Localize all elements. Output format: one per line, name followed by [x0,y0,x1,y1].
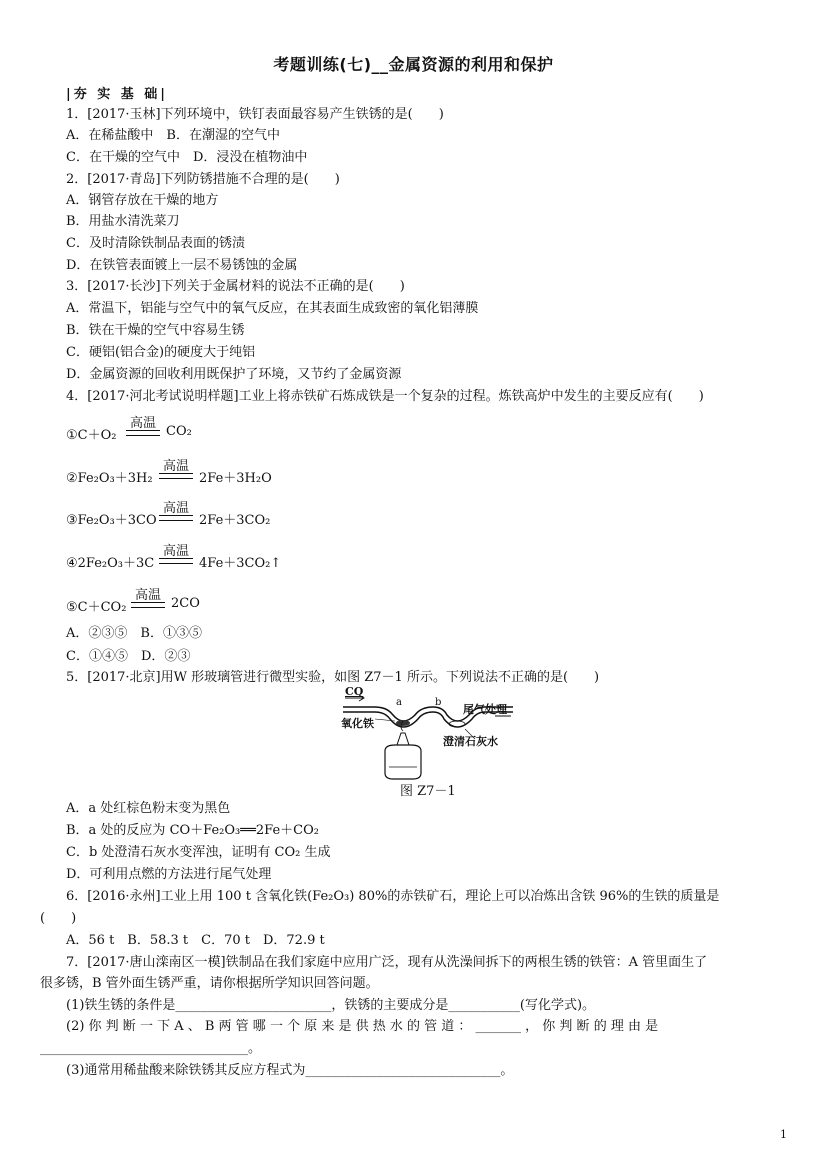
q6-options: A．56 t B．58.3 t C．70 t D．72.9 t [66,933,325,948]
q4-options-cd: C．①④⑤ D．②③ [66,649,191,664]
reaction-4-reactants: ④2Fe₂O₃＋3C [66,556,155,571]
fig-label-tail-gas: 尾气处理 [463,703,507,716]
q5-stem: 5．[2017·北京]用W 形玻璃管进行微型实验，如图 Z7－1 所示。下列说法不正确的是( ) [66,670,600,685]
reaction-3-condition: 高温 [162,501,189,516]
q7-part-1: (1)铁生锈的条件是________________________，铁锈的主要成分是___________(写化学式)。 [66,998,596,1013]
q2-stem: 2．[2017·青岛]下列防锈措施不合理的是( ) [66,172,340,187]
reaction-2-condition: 高温 [162,459,189,474]
equals-sign [159,558,193,564]
q5-option-d: D．可利用点燃的方法进行尾气处理 [66,867,272,882]
fig-label-a: a [396,697,402,708]
w-tube-apparatus-figure [335,685,525,783]
q3-option-d: D．金属资源的回收利用既保护了环境，又节约了金属资源 [66,367,402,382]
reaction-3-products: 2Fe＋3CO₂ [199,513,271,528]
q7-part-2: (2) 你 判 断 一 下 A 、 B 两 管 哪 一 个 原 来 是 供 热 水 的 管 道 ： _______ ， 你 判 断 的 理 由 是 [66,1019,659,1034]
q4-stem: 4．[2017·河北考试说明样题]工业上将赤铁矿石炼成铁是一个复杂的过程。炼铁高炉中发生的主要反应有( ) [66,389,704,404]
q1-stem: 1．[2017·玉林]下列环境中，铁钉表面最容易产生铁锈的是( ) [66,107,444,122]
equals-sign [159,515,193,521]
q3-option-a: A．常温下，铝能与空气中的氧气反应，在其表面生成致密的氧化铝薄膜 [66,301,479,316]
fig-label-lime-water: 澄清石灰水 [443,735,498,748]
q7-part-2-blank: ________________________________。 [40,1041,262,1056]
reaction-2-products: 2Fe＋3H₂O [199,471,272,486]
q2-option-a: A．钢管存放在干燥的地方 [66,193,219,208]
reaction-1-reactants: ①C＋O₂ [66,428,117,443]
page-title: 考题训练(七)__金属资源的利用和保护 [273,55,554,74]
q3-stem: 3．[2017·长沙]下列关于金属材料的说法不正确的是( ) [66,279,405,294]
section-heading: |夯 实 基 础| [66,87,169,102]
equals-sign [131,602,165,608]
reaction-1-condition: 高温 [129,416,156,431]
q6-stem: 6．[2016·永州]工业上用 100 t 含氧化铁(Fe₂O₃) 80%的赤铁矿石，理论上可以冶炼出含铁 96%的生铁的质量是 [66,889,720,904]
q2-option-c: C．及时清除铁制品表面的锈渍 [66,236,245,251]
q5-option-a: A．a 处红棕色粉末变为黑色 [66,801,231,816]
fig-label-b: b [435,697,442,708]
page-number: 1 [780,1128,787,1141]
reaction-1-products: CO₂ [166,424,192,439]
q1-options-ab: A．在稀盐酸中 B．在潮湿的空气中 [66,128,280,143]
equals-sign [126,430,160,436]
q5-option-b: B．a 处的反应为 CO＋Fe₂O₃══2Fe＋CO₂ [66,823,319,838]
equals-sign [159,473,193,479]
q3-option-c: C．硬铝(铝合金)的硬度大于纯铝 [66,345,256,360]
q5-option-c: C．b 处澄清石灰水变浑浊，证明有 CO₂ 生成 [66,845,331,860]
fig-label-iron-oxide: 氧化铁 [341,717,374,730]
reaction-3-reactants: ③Fe₂O₃＋3CO [66,513,157,528]
figure-caption: 图 Z7－1 [400,784,456,799]
q3-option-b: B．铁在干燥的空气中容易生锈 [66,323,245,338]
q2-option-b: B．用盐水清洗菜刀 [66,214,180,229]
q7-stem-line-2: 很多锈，B 管外面生锈严重，请你根据所学知识回答问题。 [40,976,379,991]
reaction-2-reactants: ②Fe₂O₃＋3H₂ [66,471,153,486]
fig-label-co: CO [345,685,364,698]
q2-option-d: D．在铁管表面镀上一层不易锈蚀的金属 [66,258,298,273]
q1-options-cd: C．在干燥的空气中 D．浸没在植物油中 [66,150,308,165]
reaction-5-products: 2CO [171,596,200,611]
reaction-4-condition: 高温 [162,544,189,559]
reaction-5-condition: 高温 [134,588,161,603]
q4-options-ab: A．②③⑤ B．①③⑤ [66,626,202,641]
reaction-4-products: 4Fe＋3CO₂↑ [199,556,282,571]
q6-answer-paren: ( ) [40,911,77,926]
q7-stem-line-1: 7．[2017·唐山滦南区一模]铁制品在我们家庭中应用广泛，现有从洗澡间拆下的两根生锈的铁管：A 管里面生了 [66,955,708,970]
reaction-5-reactants: ⑤C＋CO₂ [66,600,127,615]
q7-part-3: (3)通常用稀盐酸来除铁锈其反应方程式为______________________________。 [66,1063,514,1078]
